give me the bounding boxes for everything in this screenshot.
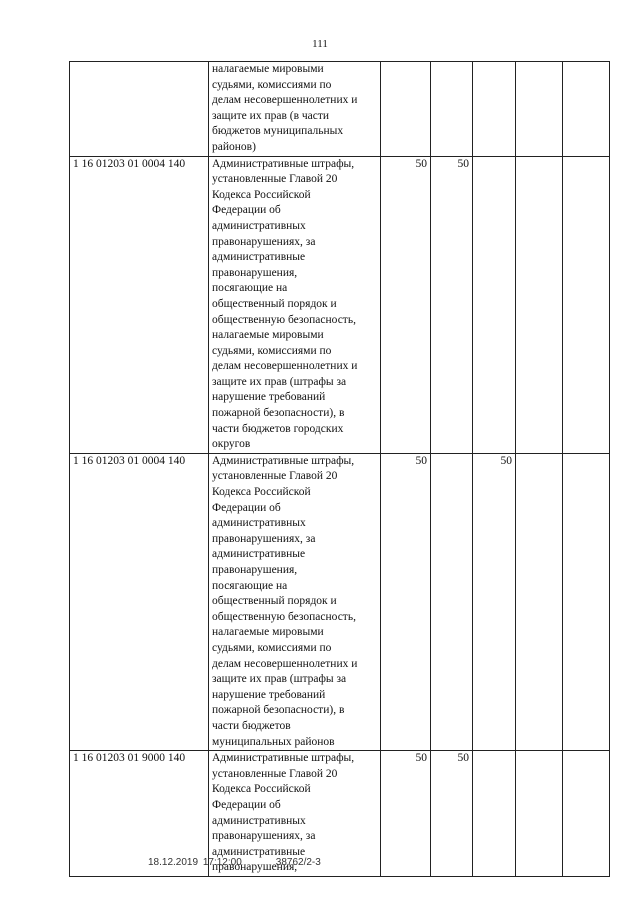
- cell-name: Административные штрафы, установленные Главой 20 Кодекса Российской Федерации об административных правонарушениях, за административные правонарушения, посягающие на общественный порядок и общественную безопасность, налагаемые мировыми судьями, комиссиями по делам несовершеннолетних и защите их прав (штрафы за нарушение требований пожарной безопасности), в части бюджетов городских округов: [209, 156, 381, 453]
- cell-value-2: [431, 62, 473, 157]
- cell-value-5: [563, 156, 610, 453]
- cell-value-1: 50: [381, 751, 431, 877]
- cell-code: 1 16 01203 01 0004 140: [70, 156, 209, 453]
- cell-value-4: [516, 453, 563, 750]
- cell-value-2: 50: [431, 156, 473, 453]
- cell-value-1: 50: [381, 453, 431, 750]
- cell-value-2: 50: [431, 751, 473, 877]
- cell-value-1: [381, 62, 431, 157]
- page-number: 111: [312, 38, 328, 50]
- cell-value-3: 50: [473, 453, 516, 750]
- cell-value-3: [473, 156, 516, 453]
- cell-name: налагаемые мировыми судьями, комиссиями по делам несовершеннолетних и защите их прав (в части бюджетов муниципальных районов): [209, 62, 381, 157]
- cell-value-1: 50: [381, 156, 431, 453]
- cell-value-5: [563, 62, 610, 157]
- cell-value-5: [563, 751, 610, 877]
- cell-value-4: [516, 62, 563, 157]
- cell-name: Административные штрафы, установленные Главой 20 Кодекса Российской Федерации об административных правонарушениях, за административные правонарушения,: [209, 751, 381, 877]
- cell-value-5: [563, 453, 610, 750]
- cell-code: [70, 62, 209, 157]
- cell-name: Административные штрафы, установленные Главой 20 Кодекса Российской Федерации об административных правонарушениях, за административные правонарушения, посягающие на общественный порядок и общественную безопасность, налагаемые мировыми судьями, комиссиями по делам несовершеннолетних и защите их прав (штрафы за нарушение требований пожарной безопасности), в части бюджетов муниципальных районов: [209, 453, 381, 750]
- cell-value-4: [516, 751, 563, 877]
- table-row: [70, 62, 610, 157]
- budget-table: [69, 61, 610, 877]
- cell-value-3: [473, 62, 516, 157]
- cell-code: 1 16 01203 01 9000 140: [70, 751, 209, 877]
- cell-value-3: [473, 751, 516, 877]
- footer-doc-id: 38762/2-3: [275, 857, 321, 868]
- cell-code: 1 16 01203 01 0004 140: [70, 453, 209, 750]
- cell-value-2: [431, 453, 473, 750]
- table-row: [70, 156, 610, 453]
- footer-timestamp: 18.12.2019 17:12:00: [148, 857, 242, 868]
- table-row: [70, 453, 610, 750]
- page-footer: [148, 857, 321, 868]
- cell-value-4: [516, 156, 563, 453]
